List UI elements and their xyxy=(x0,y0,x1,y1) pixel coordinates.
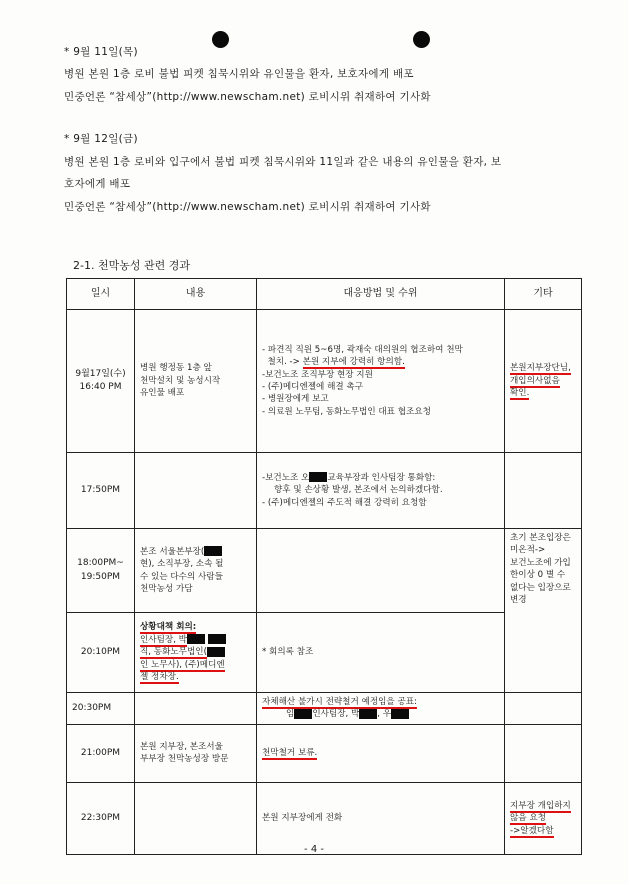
response-line xyxy=(262,356,499,368)
table-row xyxy=(67,724,582,782)
content-line: 유인물 배포 xyxy=(140,388,185,399)
redaction-block xyxy=(207,647,225,657)
note-2-line-1: 병원 본원 1층 로비와 입구에서 불법 피켓 침묵시위와 11일과 같은 내용의 유인물을 환자, 보 xyxy=(64,156,502,168)
response-line: - (주)메디엔젤의 주도적 해결 강력히 요청함 xyxy=(262,497,427,508)
response-line: - 파견직 직원 5~6명, 곽재숙 대의원의 협조하여 천막 xyxy=(262,344,463,355)
redaction-block xyxy=(309,472,327,482)
redaction-block xyxy=(359,709,377,719)
row-response: * 회의록 참조 xyxy=(257,613,505,693)
content-line: 부부장 천막농성장 방문 xyxy=(140,754,229,765)
header-time: 일시 xyxy=(67,279,135,310)
header-content: 내용 xyxy=(135,279,257,310)
note-2-line-3: 민중언론 “참세상”(http://www.newscham.net) 로비시위 취재하여 기사화 xyxy=(64,201,431,213)
note-1-line-1: 병원 본원 1층 로비 불법 피켓 침묵시위와 유인물을 환자, 보호자에게 배포 xyxy=(64,68,414,80)
content-line: 직, 동화노무법인( xyxy=(140,647,207,658)
note-2-line-2: 호자에게 배포 xyxy=(64,178,131,190)
row-content xyxy=(135,310,257,453)
content-line xyxy=(140,546,251,558)
row-content xyxy=(135,529,257,613)
row-content xyxy=(135,613,257,693)
response-text: 교육부장과 인사팀장 통화함: xyxy=(327,472,436,483)
response-text: 임 xyxy=(286,709,295,720)
response-line xyxy=(262,708,499,720)
content-line: 병원 행정동 1층 앞 xyxy=(140,363,212,374)
response-line: -보건노조 조직부장 현장 지원 xyxy=(262,369,373,380)
row-time: 20:10PM xyxy=(67,613,135,693)
time-date: 9월17일(수) xyxy=(75,368,126,379)
time-start: 18:00PM~ xyxy=(77,558,124,569)
other-line: ->알겠다함 xyxy=(510,825,554,836)
content-line: 천막설치 및 농성시작 xyxy=(140,375,221,386)
row-time: 20:30PM xyxy=(67,693,135,725)
row-other xyxy=(505,453,582,529)
row-time: 17:50PM xyxy=(67,453,135,529)
response-text: -보건노조 오 xyxy=(262,472,310,483)
page-number: - 4 - xyxy=(304,844,324,855)
redaction-block xyxy=(187,634,205,644)
response-underlined: 자체해산 불가시 전략철거 예정임을 공표: xyxy=(262,697,417,707)
note-1-date: * 9월 11일(목) xyxy=(64,46,138,58)
header-other: 기타 xyxy=(505,279,582,310)
response-line: - 병원장에게 보고 xyxy=(262,394,329,405)
row-other xyxy=(505,693,582,725)
content-line: 젤 정차장. xyxy=(140,672,179,683)
content-line: 상황대책 회의: xyxy=(140,622,197,633)
response-line: - 의료원 노무팀, 동화노무법인 대표 협조요청 xyxy=(262,406,431,417)
redaction-block xyxy=(208,634,226,644)
other-line: 미온적-> xyxy=(510,545,546,556)
table-row xyxy=(67,613,582,693)
row-content xyxy=(135,693,257,725)
content-text: 본조 서울본부장( xyxy=(140,546,205,557)
other-line: 않음 요청 xyxy=(510,813,546,824)
row-time: 21:00PM xyxy=(67,724,135,782)
row-other xyxy=(505,529,582,613)
content-line: 현), 소직부장, 소속 될 xyxy=(140,559,224,570)
row-other xyxy=(505,613,582,693)
content-line: 인 노무사), (주)메디엔 xyxy=(140,659,225,670)
other-line: 변경 xyxy=(510,595,527,606)
row-content xyxy=(135,453,257,529)
table-row xyxy=(67,453,582,529)
response-underlined: 본원 지부에 강력히 항의함. xyxy=(302,357,405,368)
response-line: 향후 및 손상황 발생, 본조에서 논의하겠다함. xyxy=(274,485,443,496)
other-line: 초기 본조입장은 xyxy=(510,533,571,543)
table-header-row xyxy=(67,279,582,310)
time-end: 19:50PM xyxy=(80,571,121,582)
content-line: 수 있는 다수의 사람들 xyxy=(140,571,223,582)
row-response xyxy=(257,693,505,725)
row-response xyxy=(257,310,505,453)
other-line: 확인. xyxy=(510,388,530,399)
other-line: 한이상 0 별 수 xyxy=(510,570,566,581)
time-clock: 16:40 PM xyxy=(79,382,122,392)
other-line: 지부장 개입하지 xyxy=(510,800,571,811)
punch-hole-right xyxy=(413,31,430,48)
row-response xyxy=(257,529,505,613)
row-time xyxy=(67,529,135,613)
note-2-date: * 9월 12일(금) xyxy=(64,133,138,145)
other-line: 보건노조에 가입 xyxy=(510,557,571,568)
row-response xyxy=(257,724,505,782)
redaction-block xyxy=(294,709,312,719)
note-1-line-2: 민중언론 “참세상”(http://www.newscham.net) 로비시위 취재하여 기사화 xyxy=(64,91,431,103)
redaction-block xyxy=(391,709,409,719)
response-line: - (주)메디엔젤에 해결 촉구 xyxy=(262,382,364,392)
table-row xyxy=(67,529,582,613)
row-time xyxy=(67,310,135,453)
punch-hole-left xyxy=(212,31,229,48)
other-line: 본원지부장단님, xyxy=(510,363,571,374)
content-line: 본원 지부장, 본조서울 xyxy=(140,741,223,752)
redaction-block xyxy=(204,546,222,556)
row-other xyxy=(505,724,582,782)
table-row xyxy=(67,693,582,725)
timeline-table xyxy=(66,278,582,855)
row-response: 본원 지부장에게 전화 xyxy=(257,782,505,854)
response-text: 인사팀장, 박 xyxy=(312,709,360,720)
other-line: 없다는 입장으로 xyxy=(510,582,571,593)
header-response: 대응방법 및 수위 xyxy=(257,279,505,310)
response-text: , 우 xyxy=(377,709,392,720)
response-underlined: 천막철거 보류. xyxy=(262,748,318,759)
response-text: 철치. -> xyxy=(267,357,303,368)
table-row xyxy=(67,310,582,453)
other-line: 개입의사없음 xyxy=(510,375,560,386)
row-time: 22:30PM xyxy=(67,782,135,854)
row-content xyxy=(135,724,257,782)
content-line: 천막농성 가담 xyxy=(140,583,193,594)
section-title: 2-1. 천막농성 관련 경과 xyxy=(73,259,190,272)
content-line: 인사팀장, 박 xyxy=(140,634,187,645)
row-other xyxy=(505,310,582,453)
response-line xyxy=(262,472,499,484)
row-response xyxy=(257,453,505,529)
